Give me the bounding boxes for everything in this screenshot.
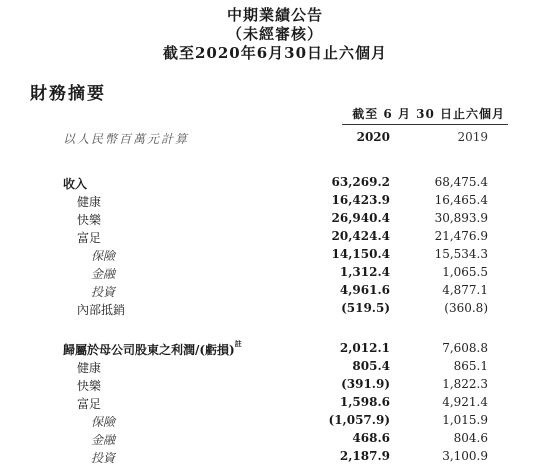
row-value-previous: 1,065.5 (442, 265, 488, 279)
section-title: 財務摘要 (30, 84, 106, 104)
profit-total-current: 2,012.1 (339, 341, 390, 355)
year-previous-header: 2019 (457, 130, 488, 144)
row-value-current: 1,312.4 (339, 265, 390, 279)
row-value-current: 2,187.9 (339, 449, 390, 463)
row-value-current: 14,150.4 (331, 247, 390, 261)
table-row (0, 301, 550, 318)
row-label: 快樂 (77, 213, 102, 227)
row-value-previous: (360.8) (444, 301, 488, 315)
table-row (0, 211, 550, 228)
revenue-title: 收入 (63, 177, 88, 191)
units-label: 以人民幣百萬元計算 (63, 132, 190, 146)
profit-total-previous: 7,608.8 (442, 341, 488, 355)
profit-total-row (0, 341, 550, 358)
row-label: 保險 (91, 249, 116, 263)
row-value-previous: 3,100.9 (442, 449, 488, 463)
row-value-current: (519.5) (341, 301, 390, 315)
report-subtitle: （未經審核） (226, 25, 323, 43)
row-value-current: 1,598.6 (339, 395, 390, 409)
row-value-previous: 4,877.1 (442, 283, 488, 297)
table-row (0, 413, 550, 430)
row-value-previous: 865.1 (453, 359, 488, 373)
revenue-total-previous: 68,475.4 (434, 175, 488, 189)
period-column-header: 截至 6 月 30 日止六個月 (352, 107, 505, 121)
profit-title (63, 341, 242, 358)
row-value-previous: 16,465.4 (434, 193, 488, 207)
table-row (0, 229, 550, 246)
table-row (0, 395, 550, 412)
row-value-current: 26,940.4 (331, 211, 390, 225)
table-row (0, 449, 550, 466)
period-underline (342, 124, 508, 125)
footnote-marker: 註 (234, 339, 242, 348)
row-label: 投資 (91, 451, 116, 465)
row-label: 內部抵銷 (77, 303, 126, 317)
row-value-previous: 804.6 (453, 431, 488, 445)
report-period: 截至2020年6月30日止六個月 (162, 44, 388, 62)
table-row (0, 431, 550, 448)
revenue-total-current: 63,269.2 (331, 175, 390, 189)
year-current-header: 2020 (356, 130, 390, 144)
report-title: 中期業績公告 (226, 6, 323, 24)
report-header (0, 6, 550, 63)
row-label: 保險 (91, 415, 116, 429)
row-value-previous: 1,822.3 (442, 377, 488, 391)
row-label: 富足 (77, 397, 102, 411)
row-value-current: 16,423.9 (331, 193, 390, 207)
row-value-previous: 30,893.9 (434, 211, 488, 225)
table-row (0, 283, 550, 300)
row-label: 健康 (77, 195, 102, 209)
row-value-current: (391.9) (341, 377, 390, 391)
row-value-current: 805.4 (352, 359, 390, 373)
row-value-current: (1,057.9) (328, 413, 390, 427)
row-label: 金融 (91, 433, 116, 447)
table-row (0, 265, 550, 282)
table-row (0, 247, 550, 264)
row-label: 快樂 (77, 379, 102, 393)
row-value-previous: 15,534.3 (434, 247, 488, 261)
row-label: 健康 (77, 361, 102, 375)
row-label: 富足 (77, 231, 102, 245)
table-row (0, 193, 550, 210)
table-row (0, 377, 550, 394)
row-label: 金融 (91, 267, 116, 281)
profit-title-text: 歸屬於母公司股東之利潤/(虧損) (63, 343, 235, 357)
row-value-previous: 1,015.9 (442, 413, 488, 427)
row-value-current: 20,424.4 (331, 229, 390, 243)
row-label: 投資 (91, 285, 116, 299)
row-value-previous: 21,476.9 (434, 229, 488, 243)
row-value-current: 468.6 (352, 431, 390, 445)
revenue-total-row (0, 175, 550, 192)
row-value-current: 4,961.6 (339, 283, 390, 297)
row-value-previous: 4,921.4 (442, 395, 488, 409)
table-row (0, 359, 550, 376)
